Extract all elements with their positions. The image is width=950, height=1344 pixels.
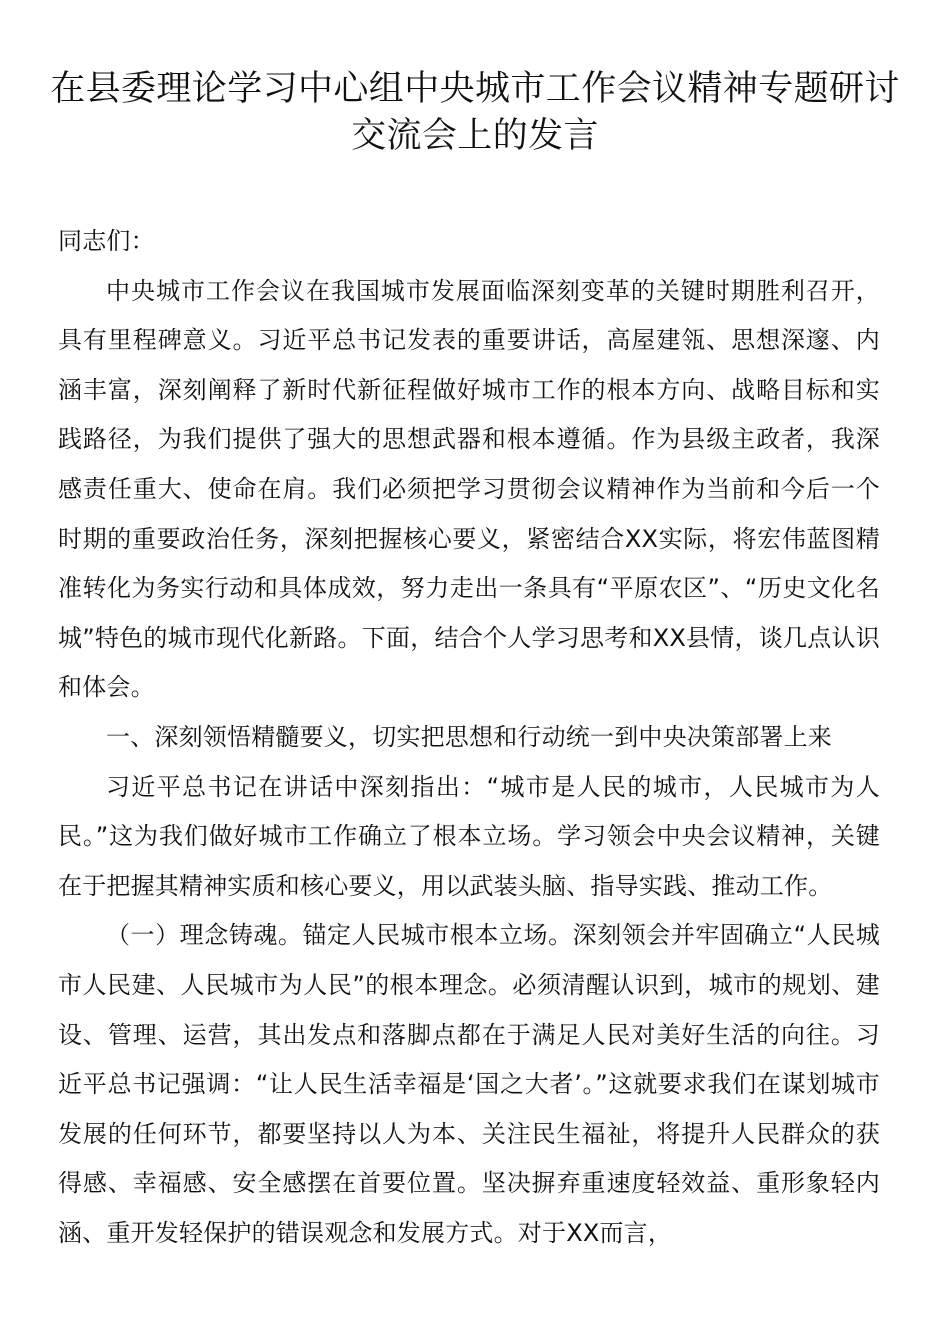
- paragraph-subsection-1: （一）理念铸魂。锚定人民城市根本立场。深刻领会并牢固确立“人民城市人民建、人民城市为人民”的根本理念。必须清醒认识到，城市的规划、建设、管理、运营，其出发点和落脚点都在于满足人民对美好生活的向往。习近平总书记强调：“让人民生活幸福是‘国之大者’。”这就要求我们在谋划城市发展的任何环节，都要坚持以人为本、关注民生福祉，将提升人民群众的获得感、幸福感、安全感摆在首要位置。坚决摒弃重速度轻效益、重形象轻内涵、重开发轻保护的错误观念和发展方式。对于XX而言，: [58, 921, 880, 1247]
- paragraph-section-1-intro: 习近平总书记在讲话中深刻指出：“城市是人民的城市，人民城市为人民。”这为我们做好城市工作确立了根本立场。学习领会中央会议精神，关键在于把握其精神实质和核心要义，用以武装头脑、指导实践、推动工作。: [58, 772, 880, 900]
- document-title: 在县委理论学习中心组中央城市工作会议精神专题研讨交流会上的发言: [50, 69, 900, 156]
- paragraph-intro: 中央城市工作会议在我国城市发展面临深刻变革的关键时期胜利召开，具有里程碑意义。习近平总书记发表的重要讲话，高屋建瓴、思想深邃、内涵丰富，深刻阐释了新时代新征程做好城市工作的根本方向、战略目标和实践路径，为我们提供了强大的思想武器和根本遵循。作为县级主政者，我深感责任重大、使命在肩。我们必须把学习贯彻会议精神作为当前和今后一个时期的重要政治任务，深刻把握核心要义，紧密结合XX实际，将宏伟蓝图精准转化为务实行动和具体成效，努力走出一条具有“平原农区”、“历史文化名城”特色的城市现代化新路。下面，结合个人学习思考和XX县情，谈几点认识和体会。: [58, 276, 880, 702]
- section-heading-1: 一、深刻领悟精髓要义，切实把思想和行动统一到中央决策部署上来: [106, 722, 832, 751]
- salutation: 同志们：: [58, 227, 155, 255]
- document-body: [58, 217, 880, 1258]
